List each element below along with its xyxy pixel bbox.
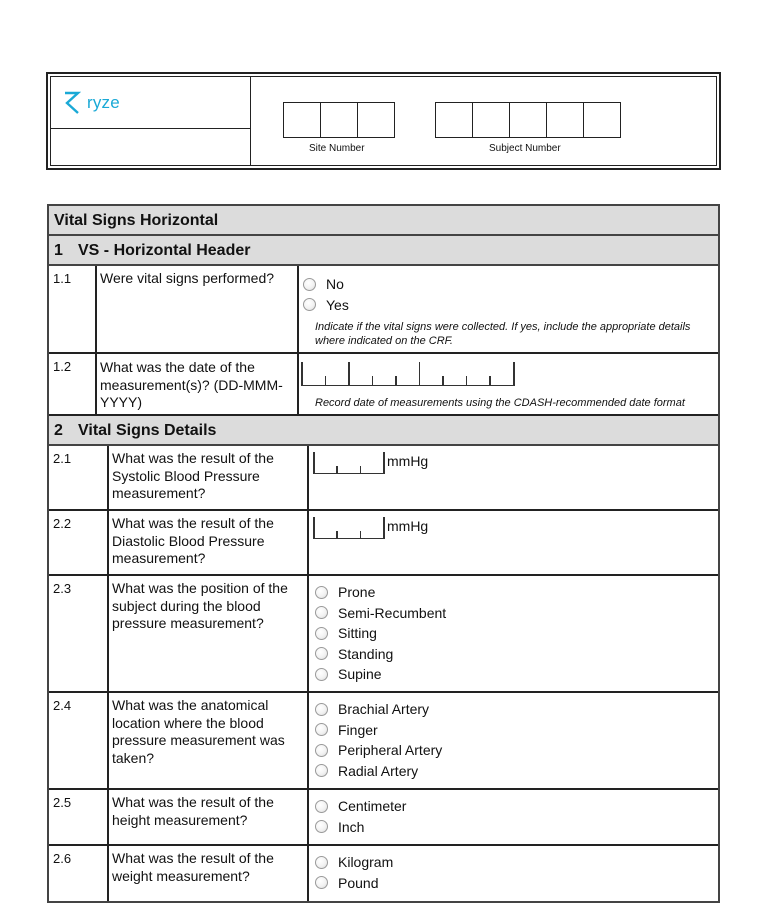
unit-label: mmHg <box>387 453 429 469</box>
radio-button[interactable] <box>315 820 328 833</box>
question-row-2-2 <box>49 511 718 576</box>
question-row-2-6 <box>49 846 718 901</box>
radio-label: Kilogram <box>338 854 394 871</box>
subject-number-digit[interactable] <box>472 102 510 138</box>
question-text: Were vital signs performed? <box>97 266 299 352</box>
radio-label: Prone <box>338 584 376 601</box>
radio-option-yes[interactable] <box>303 295 712 316</box>
radio-label: Sitting <box>338 625 377 642</box>
subject-number-digit[interactable] <box>546 102 584 138</box>
question-number: 2.4 <box>49 693 109 788</box>
radio-option[interactable] <box>315 623 712 644</box>
subject-number-digit[interactable] <box>509 102 547 138</box>
radio-label: Brachial Artery <box>338 701 430 718</box>
radio-button[interactable] <box>303 278 316 291</box>
radio-button[interactable] <box>315 800 328 813</box>
radio-button[interactable] <box>315 647 328 660</box>
radio-button[interactable] <box>315 703 328 716</box>
crf-header <box>46 72 721 170</box>
number-field-edge <box>383 517 385 539</box>
question-row-2-1 <box>49 446 718 511</box>
answer-cell <box>309 846 718 901</box>
logo-text: ryze <box>87 93 120 112</box>
question-hint: Indicate if the vital signs were collected. If yes, include the appropriate details where indicated on the CRF. <box>315 321 691 347</box>
radio-option[interactable] <box>315 644 712 665</box>
question-text: What was the result of the weight measurement? <box>109 846 309 901</box>
unit-label: mmHg <box>387 518 429 534</box>
question-number: 2.2 <box>49 511 109 574</box>
radio-option[interactable] <box>315 720 712 741</box>
number-digit-separator <box>336 531 338 539</box>
radio-button[interactable] <box>315 744 328 757</box>
radio-button[interactable] <box>315 876 328 889</box>
date-digit-separator <box>372 376 374 386</box>
radio-label: Standing <box>338 645 394 662</box>
radio-button[interactable] <box>315 627 328 640</box>
radio-option[interactable] <box>315 761 712 782</box>
question-number: 2.5 <box>49 790 109 844</box>
question-number: 2.3 <box>49 576 109 691</box>
date-digit-separator <box>442 376 444 386</box>
radio-label: Centimeter <box>338 798 407 815</box>
answer-cell <box>309 576 718 691</box>
question-hint: Record date of measurements using the CDASH-recommended date format <box>315 397 685 409</box>
question-row-2-5 <box>49 790 718 846</box>
logo-cell <box>51 77 250 129</box>
subject-number-digit[interactable] <box>435 102 473 138</box>
answer-cell <box>299 266 718 352</box>
number-field-baseline <box>313 538 383 540</box>
radio-label: Yes <box>326 296 349 313</box>
number-digit-separator <box>360 531 362 539</box>
section-header-1 <box>49 236 718 266</box>
radio-option[interactable] <box>315 740 712 761</box>
section-number: 2 <box>54 422 63 439</box>
date-digit-separator <box>489 376 491 386</box>
radio-button[interactable] <box>315 668 328 681</box>
subject-number-field[interactable] <box>435 102 621 138</box>
radio-button[interactable] <box>315 723 328 736</box>
date-digit-separator <box>325 376 327 386</box>
radio-label: Semi-Recumbent <box>338 604 447 621</box>
number-digit-separator <box>336 466 338 474</box>
radio-label: Pound <box>338 874 379 891</box>
question-row-2-4 <box>49 693 718 790</box>
radio-label: Supine <box>338 666 382 683</box>
header-blank-cell <box>51 129 250 169</box>
number-field-edge <box>313 452 315 474</box>
question-text: What was the result of the Systolic Blood Pressure measurement? <box>109 446 309 509</box>
number-digit-separator <box>360 466 362 474</box>
logo <box>63 91 120 115</box>
diastolic-bp-field[interactable] <box>313 517 385 539</box>
radio-button[interactable] <box>303 298 316 311</box>
date-group-separator <box>513 362 515 386</box>
section-header-2 <box>49 416 718 446</box>
subject-number-label: Subject Number <box>489 143 561 154</box>
date-group-separator <box>348 362 350 386</box>
number-field-edge <box>383 452 385 474</box>
date-group-separator <box>419 362 421 386</box>
answer-cell <box>309 790 718 844</box>
site-number-digit[interactable] <box>320 102 358 138</box>
site-number-digit[interactable] <box>357 102 395 138</box>
radio-button[interactable] <box>315 586 328 599</box>
answer-cell <box>309 446 718 509</box>
question-number: 1.1 <box>49 266 97 352</box>
radio-option[interactable] <box>315 852 712 873</box>
question-text: What was the position of the subject during the blood pressure measurement? <box>109 576 309 691</box>
systolic-bp-field[interactable] <box>313 452 385 474</box>
question-number: 1.2 <box>49 354 97 414</box>
radio-label: Inch <box>338 818 365 835</box>
radio-option[interactable] <box>315 796 712 817</box>
crf-header-inner <box>50 76 717 166</box>
question-text: What was the result of the Diastolic Blood Pressure measurement? <box>109 511 309 574</box>
radio-label: Peripheral Artery <box>338 742 443 759</box>
date-field[interactable] <box>301 358 521 386</box>
header-left-panel <box>51 77 251 165</box>
radio-option-no[interactable] <box>303 274 712 295</box>
radio-button[interactable] <box>315 856 328 869</box>
radio-button[interactable] <box>315 764 328 777</box>
number-field-edge <box>313 517 315 539</box>
site-number-label: Site Number <box>309 143 365 154</box>
section-title: VS - Horizontal Header <box>78 242 251 259</box>
date-digit-separator <box>395 376 397 386</box>
question-row-1-2 <box>49 354 718 416</box>
radio-option[interactable] <box>315 603 712 624</box>
section-title: Vital Signs Details <box>78 422 217 439</box>
number-field-baseline <box>313 473 383 475</box>
radio-button[interactable] <box>315 606 328 619</box>
question-number: 2.1 <box>49 446 109 509</box>
question-row-1-1 <box>49 266 718 354</box>
radio-option[interactable] <box>315 582 712 603</box>
question-text: What was the result of the height measurement? <box>109 790 309 844</box>
site-number-digit[interactable] <box>283 102 321 138</box>
form-title: Vital Signs Horizontal <box>49 206 718 236</box>
answer-cell <box>299 354 718 414</box>
answer-cell <box>309 693 718 788</box>
radio-label: Radial Artery <box>338 762 419 779</box>
radio-option[interactable] <box>315 699 712 720</box>
ryze-logo-icon <box>63 91 81 115</box>
radio-option[interactable] <box>315 817 712 838</box>
radio-option[interactable] <box>315 664 712 685</box>
question-text: What was the date of the measurement(s)? (DD-MMM-YYYY) <box>97 354 299 414</box>
radio-label: No <box>326 276 344 293</box>
date-digit-separator <box>466 376 468 386</box>
site-number-field[interactable] <box>283 102 395 138</box>
date-group-separator <box>301 362 303 386</box>
radio-label: Finger <box>338 721 378 738</box>
subject-number-digit[interactable] <box>583 102 621 138</box>
section-number: 1 <box>54 242 63 259</box>
question-number: 2.6 <box>49 846 109 901</box>
question-text: What was the anatomical location where the blood pressure measurement was taken? <box>109 693 309 788</box>
answer-cell <box>309 511 718 574</box>
date-field-baseline <box>301 385 513 387</box>
vital-signs-form <box>47 204 720 903</box>
radio-option[interactable] <box>315 873 712 894</box>
question-row-2-3 <box>49 576 718 693</box>
